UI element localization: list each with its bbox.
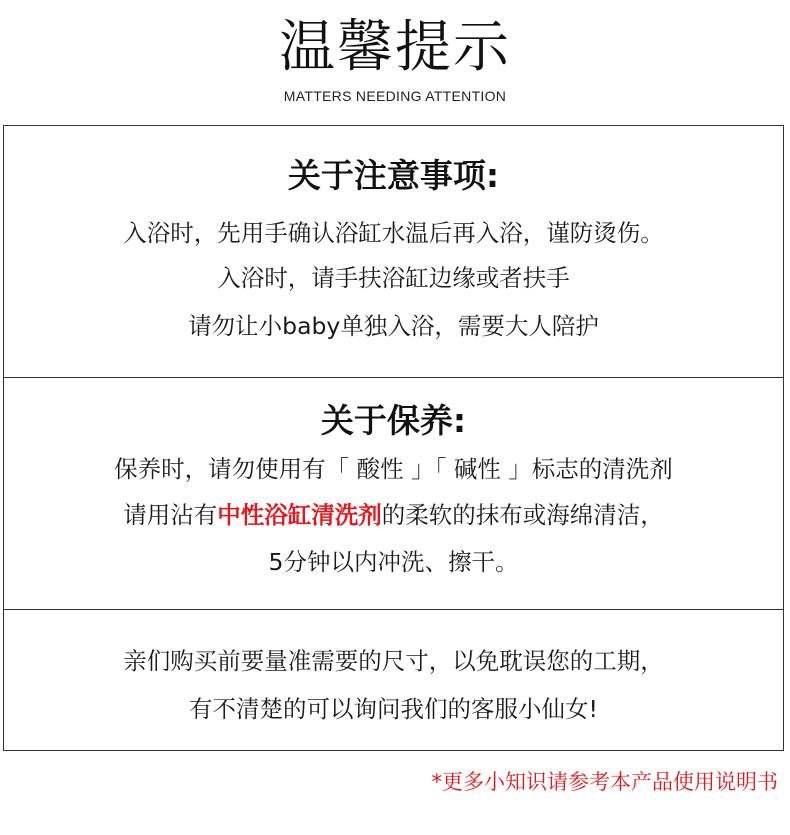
page-subtitle: MATTERS NEEDING ATTENTION: [283, 88, 507, 104]
maintenance-line-2: [4, 499, 783, 531]
header: [0, 0, 790, 125]
precaution-line-2: 入浴时，请手扶浴缸边缘或者扶手: [217, 264, 570, 292]
maintenance-line-2-suffix: 的柔软的抹布或海绵清洁，: [381, 501, 664, 529]
section-title-maintenance: 关于保养:: [320, 401, 467, 440]
section-maintenance: [4, 377, 783, 610]
purchase-note-line-2: 有不清楚的可以询问我们的客服小仙女!: [189, 695, 598, 723]
maintenance-line-3: 5分钟以内冲洗、擦干。: [268, 548, 519, 576]
precaution-line-3: 请勿让小baby单独入浴，需要大人陪护: [188, 312, 599, 340]
precaution-line-1: 入浴时，先用手确认浴缸水温后再入浴，谨防烫伤。: [123, 219, 664, 247]
notice-box: [3, 125, 784, 751]
section-purchase-note: [4, 609, 783, 750]
section-precautions: [4, 126, 783, 378]
section-title-precautions: 关于注意事项:: [287, 156, 500, 195]
purchase-note-line-1: 亲们购买前要量准需要的尺寸，以免耽误您的工期，: [123, 647, 664, 675]
page-title: 温馨提示: [279, 15, 511, 80]
neutral-cleaner-highlight: 中性浴缸清洗剂: [217, 501, 382, 529]
maintenance-line-2-prefix: 请用沾有: [123, 501, 218, 529]
footer-note: *更多小知识请参考本产品使用说明书: [431, 770, 778, 794]
maintenance-line-1: 保养时，请勿使用有「 酸性 」「 碱性 」标志的清洗剂: [114, 455, 673, 483]
